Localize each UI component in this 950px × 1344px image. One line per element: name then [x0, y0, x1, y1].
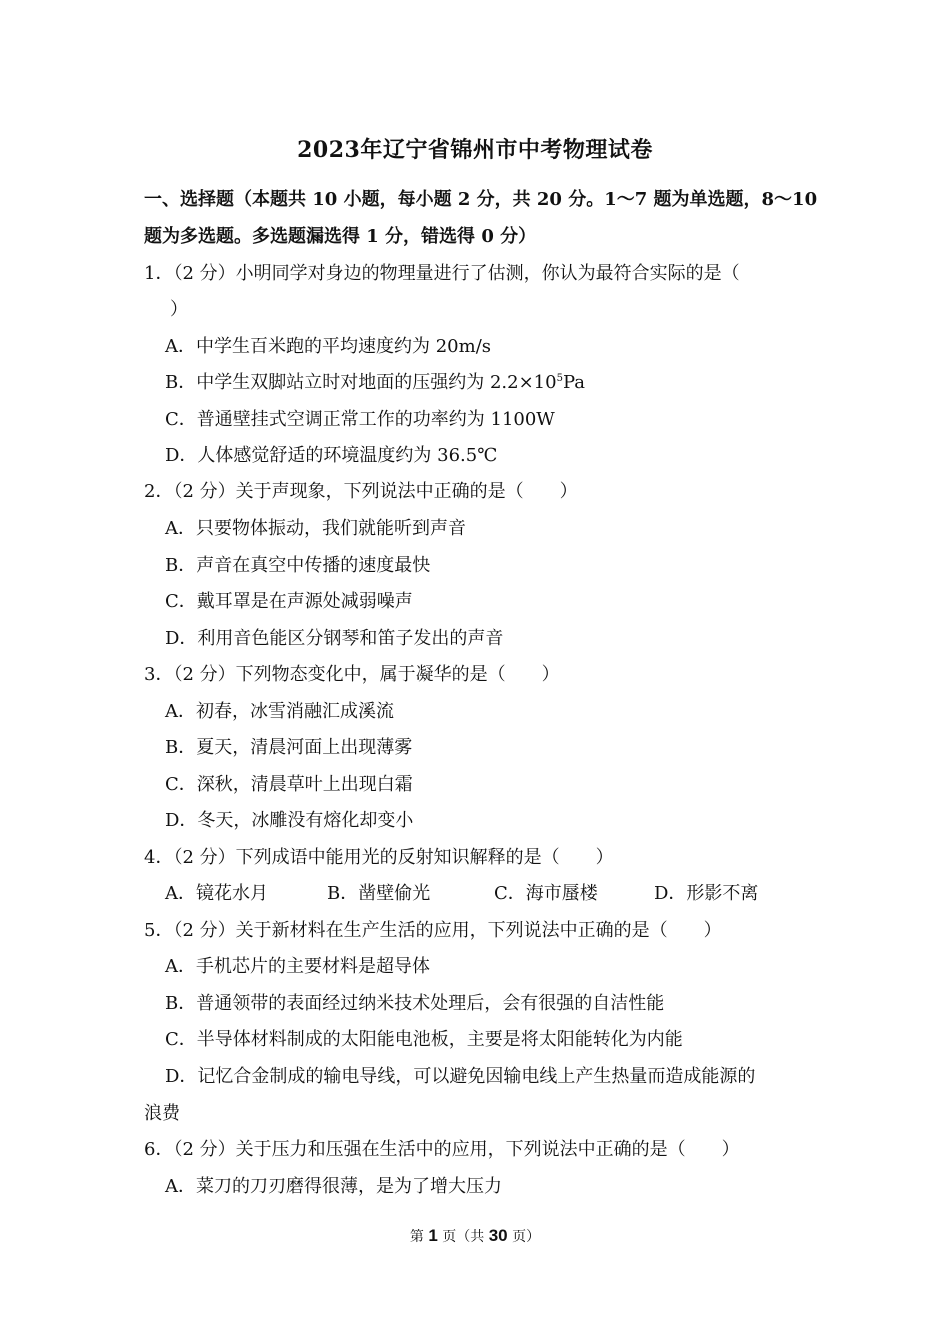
question-2-option-a: A．只要物体振动，我们就能听到声音: [165, 518, 466, 539]
question-5-option-d-continued: 浪费: [144, 1103, 180, 1124]
question-4-option-d: D．形影不离: [654, 883, 759, 904]
question-6-option-a: A．菜刀的刀刃磨得很薄，是为了增大压力: [165, 1176, 502, 1197]
question-2-stem: 2．（2 分）关于声现象，下列说法中正确的是（ ）: [144, 481, 578, 502]
question-1-stem-continued: ）: [170, 299, 188, 320]
section-heading-line1: 一、选择题（本题共 10 小题，每小题 2 分，共 20 分。1～7 题为单选题，8～10: [144, 189, 818, 210]
question-3-stem: 3．（2 分）下列物态变化中，属于凝华的是（ ）: [144, 664, 560, 685]
question-3-option-a: A．初春，冰雪消融汇成溪流: [165, 701, 394, 722]
question-4-option-b: B．凿壁偷光: [327, 883, 431, 904]
question-1-option-b-unit: Pa: [562, 372, 585, 393]
question-1-option-c: C．普通壁挂式空调正常工作的功率约为 1100W: [165, 409, 555, 430]
question-1-stem: 1．（2 分）小明同学对身边的物理量进行了估测，你认为最符合实际的是（: [144, 263, 740, 284]
question-4-options: [165, 882, 805, 906]
question-1-option-b-text: B．中学生双脚站立时对地面的压强约为 2.2×10: [165, 372, 557, 393]
question-5-option-d: D．记忆合金制成的输电导线，可以避免因输电线上产生热量而造成能源的: [165, 1066, 756, 1087]
footer-suffix: 页）: [507, 1229, 541, 1245]
question-5-option-a: A．手机芯片的主要材料是超导体: [165, 956, 430, 977]
footer-prefix: 第: [409, 1229, 429, 1245]
question-5-option-b: B．普通领带的表面经过纳米技术处理后，会有很强的自洁性能: [165, 993, 665, 1014]
question-1-option-b: [165, 371, 585, 395]
question-3-option-d: D．冬天，冰雕没有熔化却变小: [165, 810, 414, 831]
question-1-option-b-exponent: 5: [556, 373, 563, 384]
question-3-option-c: C．深秋，清晨草叶上出现白霜: [165, 774, 413, 795]
page-footer: [0, 1226, 950, 1246]
question-2-option-b: B．声音在真空中传播的速度最快: [165, 555, 431, 576]
question-6-stem: 6．（2 分）关于压力和压强在生活中的应用，下列说法中正确的是（ ）: [144, 1139, 740, 1160]
question-2-option-d: D．利用音色能区分钢琴和笛子发出的声音: [165, 628, 504, 649]
footer-total-pages: 30: [488, 1226, 508, 1245]
section-heading-line2: 题为多选题。多选题漏选得 1 分，错选得 0 分）: [144, 226, 537, 247]
page-title: 2023年辽宁省锦州市中考物理试卷: [297, 137, 653, 163]
question-3-option-b: B．夏天，清晨河面上出现薄雾: [165, 737, 413, 758]
question-5-option-c: C．半导体材料制成的太阳能电池板，主要是将太阳能转化为内能: [165, 1029, 683, 1050]
question-4-option-a: A．镜花水月: [165, 883, 268, 904]
question-2-option-c: C．戴耳罩是在声源处减弱噪声: [165, 591, 413, 612]
question-1-option-a: A．中学生百米跑的平均速度约为 20m/s: [165, 336, 491, 357]
question-4-option-c: C．海市蜃楼: [494, 883, 598, 904]
question-4-stem: 4．（2 分）下列成语中能用光的反射知识解释的是（ ）: [144, 847, 614, 868]
question-1-option-d: D．人体感觉舒适的环境温度约为 36.5℃: [165, 445, 498, 466]
question-5-stem: 5．（2 分）关于新材料在生产生活的应用，下列说法中正确的是（ ）: [144, 920, 722, 941]
footer-middle: 页（共: [437, 1229, 489, 1245]
footer-page-number: 1: [428, 1226, 438, 1245]
